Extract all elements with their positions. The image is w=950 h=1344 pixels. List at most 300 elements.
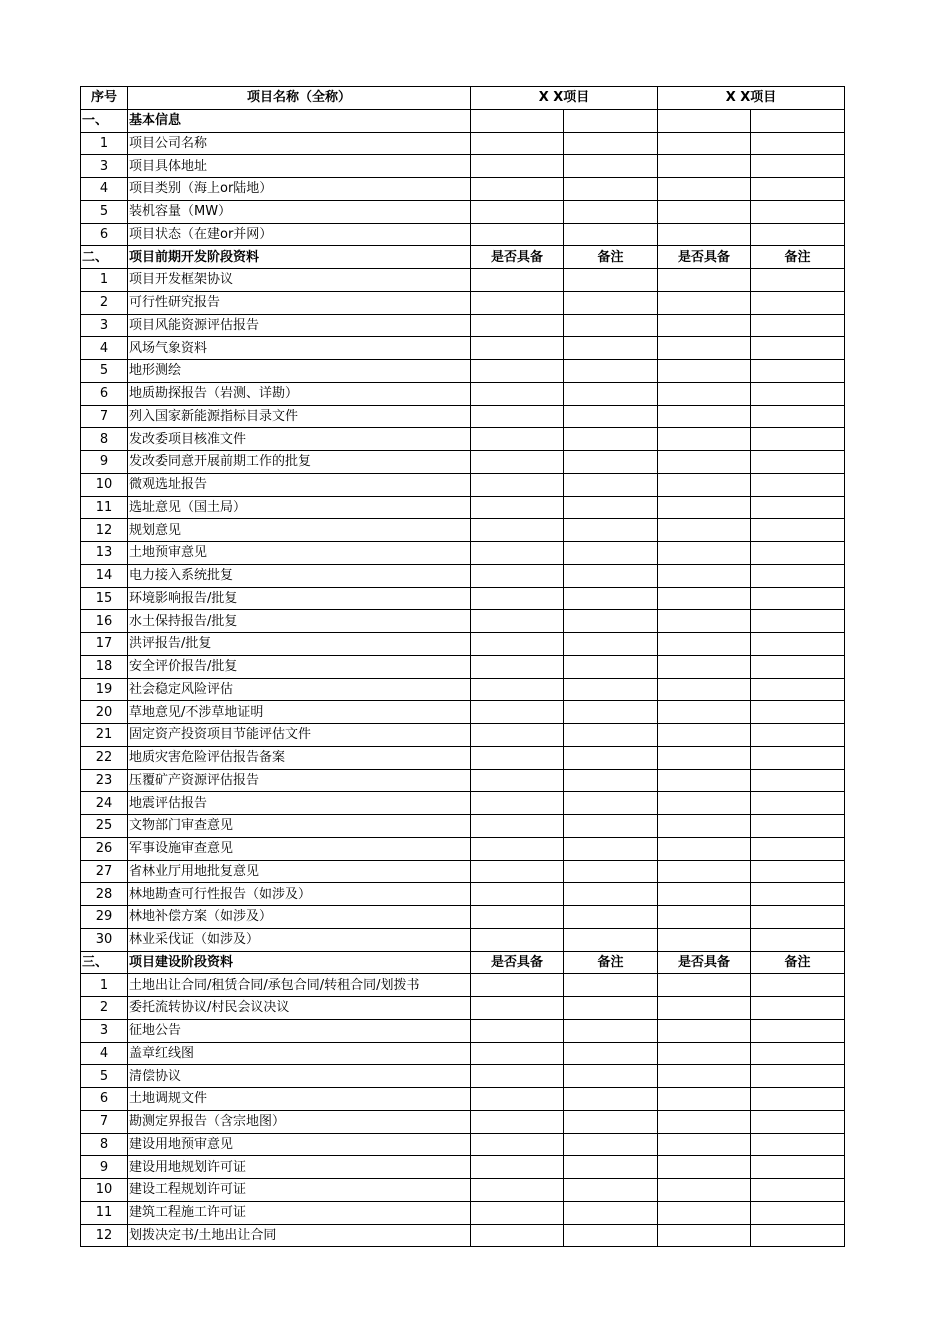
table-row — [81, 428, 845, 451]
cell[interactable] — [658, 382, 751, 405]
cell[interactable] — [564, 1156, 658, 1179]
section-construction — [81, 951, 845, 1247]
cell[interactable] — [658, 837, 751, 860]
cell[interactable] — [471, 269, 564, 292]
cell[interactable] — [564, 1201, 658, 1224]
cell[interactable] — [658, 496, 751, 519]
cell[interactable] — [658, 1042, 751, 1065]
item-number: 17 — [81, 633, 128, 656]
cell[interactable] — [564, 360, 658, 383]
cell[interactable] — [471, 178, 564, 201]
item-name: 建设工程规划许可证 — [128, 1179, 471, 1202]
cell[interactable] — [751, 1133, 845, 1156]
cell[interactable] — [471, 997, 564, 1020]
cell[interactable] — [658, 519, 751, 542]
cell[interactable] — [751, 178, 845, 201]
cell[interactable] — [564, 542, 658, 565]
item-number: 20 — [81, 701, 128, 724]
cell[interactable] — [564, 633, 658, 656]
table-row — [81, 837, 845, 860]
cell[interactable] — [471, 155, 564, 178]
cell[interactable] — [564, 405, 658, 428]
cell[interactable] — [751, 655, 845, 678]
cell[interactable] — [751, 837, 845, 860]
cell[interactable] — [751, 542, 845, 565]
cell[interactable] — [564, 1133, 658, 1156]
cell[interactable] — [564, 655, 658, 678]
table-row — [81, 883, 845, 906]
cell[interactable] — [471, 701, 564, 724]
cell[interactable] — [471, 132, 564, 155]
section-header-basic — [81, 109, 845, 132]
cell[interactable] — [471, 906, 564, 929]
table-row — [81, 633, 845, 656]
item-name: 规划意见 — [128, 519, 471, 542]
item-number: 23 — [81, 769, 128, 792]
cell[interactable] — [471, 360, 564, 383]
cell[interactable] — [751, 701, 845, 724]
item-number: 7 — [81, 405, 128, 428]
cell[interactable] — [564, 724, 658, 747]
cell[interactable] — [658, 974, 751, 997]
cell[interactable] — [658, 451, 751, 474]
cell[interactable] — [564, 428, 658, 451]
table-row — [81, 974, 845, 997]
cell[interactable] — [751, 815, 845, 838]
cell[interactable] — [658, 678, 751, 701]
cell[interactable] — [564, 610, 658, 633]
cell[interactable] — [471, 883, 564, 906]
item-name: 建设用地预审意见 — [128, 1133, 471, 1156]
item-number: 9 — [81, 1156, 128, 1179]
cell[interactable] — [658, 360, 751, 383]
cell[interactable] — [751, 1019, 845, 1042]
cell[interactable] — [564, 1110, 658, 1133]
cell[interactable] — [564, 815, 658, 838]
item-number: 3 — [81, 314, 128, 337]
cell[interactable] — [564, 906, 658, 929]
cell[interactable] — [751, 1110, 845, 1133]
cell[interactable] — [751, 269, 845, 292]
cell[interactable] — [658, 1088, 751, 1111]
header-row — [81, 87, 845, 110]
cell[interactable] — [751, 200, 845, 223]
cell[interactable] — [471, 1179, 564, 1202]
item-name: 水土保持报告/批复 — [128, 610, 471, 633]
cell[interactable] — [658, 428, 751, 451]
cell[interactable] — [751, 473, 845, 496]
table-row — [81, 269, 845, 292]
cell[interactable] — [471, 564, 564, 587]
cell[interactable] — [751, 519, 845, 542]
cell[interactable] — [471, 769, 564, 792]
table-row — [81, 610, 845, 633]
cell[interactable] — [564, 883, 658, 906]
cell[interactable] — [751, 974, 845, 997]
cell[interactable] — [471, 928, 564, 951]
cell[interactable] — [658, 1156, 751, 1179]
table-row — [81, 997, 845, 1020]
table-row — [81, 792, 845, 815]
item-number: 6 — [81, 223, 128, 246]
cell[interactable] — [471, 451, 564, 474]
item-number: 11 — [81, 1201, 128, 1224]
header-project-b: X X项目 — [658, 87, 845, 110]
cell[interactable] — [471, 610, 564, 633]
item-number: 29 — [81, 906, 128, 929]
cell[interactable] — [658, 1224, 751, 1247]
cell[interactable] — [564, 1065, 658, 1088]
cell[interactable] — [471, 1201, 564, 1224]
table-row — [81, 1065, 845, 1088]
item-number: 11 — [81, 496, 128, 519]
cell[interactable] — [564, 473, 658, 496]
cell[interactable] — [751, 1179, 845, 1202]
item-name: 草地意见/不涉草地证明 — [128, 701, 471, 724]
cell[interactable] — [564, 1224, 658, 1247]
cell[interactable] — [751, 633, 845, 656]
cell[interactable] — [471, 724, 564, 747]
col-note-a: 备注 — [564, 246, 658, 269]
cell[interactable] — [658, 269, 751, 292]
cell[interactable] — [658, 200, 751, 223]
cell[interactable] — [564, 200, 658, 223]
table-row — [81, 678, 845, 701]
cell[interactable] — [471, 837, 564, 860]
table-row — [81, 155, 845, 178]
item-name: 划拨决定书/土地出让合同 — [128, 1224, 471, 1247]
cell[interactable] — [751, 223, 845, 246]
cell[interactable] — [471, 1042, 564, 1065]
cell[interactable] — [658, 746, 751, 769]
item-name: 微观选址报告 — [128, 473, 471, 496]
cell[interactable] — [751, 792, 845, 815]
cell[interactable] — [564, 269, 658, 292]
cell[interactable] — [564, 291, 658, 314]
cell[interactable] — [564, 1019, 658, 1042]
item-number: 24 — [81, 792, 128, 815]
item-number: 4 — [81, 178, 128, 201]
header-seq: 序号 — [81, 87, 128, 110]
cell[interactable] — [564, 587, 658, 610]
cell[interactable] — [564, 496, 658, 519]
table-row — [81, 451, 845, 474]
section-title: 项目前期开发阶段资料 — [128, 246, 471, 269]
table-row — [81, 815, 845, 838]
cell[interactable] — [564, 132, 658, 155]
cell[interactable] — [751, 155, 845, 178]
item-number: 2 — [81, 997, 128, 1020]
cell[interactable] — [751, 769, 845, 792]
cell[interactable] — [751, 587, 845, 610]
item-number: 10 — [81, 1179, 128, 1202]
table-row — [81, 178, 845, 201]
cell[interactable] — [471, 587, 564, 610]
cell[interactable] — [658, 1019, 751, 1042]
cell[interactable] — [751, 1042, 845, 1065]
cell[interactable] — [564, 337, 658, 360]
cell[interactable] — [658, 109, 751, 132]
col-has-a: 是否具备 — [471, 246, 564, 269]
section-title: 基本信息 — [128, 109, 471, 132]
item-name: 文物部门审查意见 — [128, 815, 471, 838]
table-row — [81, 587, 845, 610]
table-row — [81, 928, 845, 951]
cell[interactable] — [471, 428, 564, 451]
cell[interactable] — [471, 1156, 564, 1179]
cell[interactable] — [471, 200, 564, 223]
section-pre-development — [81, 246, 845, 951]
item-name: 土地预审意见 — [128, 542, 471, 565]
cell[interactable] — [751, 860, 845, 883]
cell[interactable] — [751, 883, 845, 906]
col-has-a: 是否具备 — [471, 951, 564, 974]
cell[interactable] — [564, 1179, 658, 1202]
cell[interactable] — [564, 1088, 658, 1111]
item-number: 6 — [81, 1088, 128, 1111]
cell[interactable] — [658, 906, 751, 929]
cell[interactable] — [751, 405, 845, 428]
table-row — [81, 1133, 845, 1156]
cell[interactable] — [751, 724, 845, 747]
item-name: 项目风能资源评估报告 — [128, 314, 471, 337]
cell[interactable] — [564, 223, 658, 246]
table-row — [81, 496, 845, 519]
cell[interactable] — [751, 382, 845, 405]
table-row — [81, 337, 845, 360]
cell[interactable] — [751, 610, 845, 633]
item-name: 选址意见（国土局） — [128, 496, 471, 519]
cell[interactable] — [564, 928, 658, 951]
cell[interactable] — [471, 519, 564, 542]
cell[interactable] — [751, 997, 845, 1020]
cell[interactable] — [471, 1088, 564, 1111]
cell[interactable] — [658, 792, 751, 815]
cell[interactable] — [751, 496, 845, 519]
cell[interactable] — [564, 746, 658, 769]
cell[interactable] — [751, 291, 845, 314]
cell[interactable] — [658, 633, 751, 656]
cell[interactable] — [471, 496, 564, 519]
item-number: 5 — [81, 200, 128, 223]
item-number: 1 — [81, 974, 128, 997]
cell[interactable] — [564, 451, 658, 474]
section-number: 三、 — [81, 951, 128, 974]
cell[interactable] — [471, 792, 564, 815]
item-number: 13 — [81, 542, 128, 565]
cell[interactable] — [751, 1156, 845, 1179]
cell[interactable] — [471, 1224, 564, 1247]
item-number: 4 — [81, 1042, 128, 1065]
cell[interactable] — [471, 860, 564, 883]
section-basic — [81, 109, 845, 246]
item-number: 26 — [81, 837, 128, 860]
cell[interactable] — [564, 974, 658, 997]
cell[interactable] — [751, 132, 845, 155]
cell[interactable] — [658, 724, 751, 747]
cell[interactable] — [658, 883, 751, 906]
cell[interactable] — [564, 155, 658, 178]
cell[interactable] — [564, 564, 658, 587]
cell[interactable] — [658, 405, 751, 428]
table-row — [81, 1088, 845, 1111]
cell[interactable] — [658, 610, 751, 633]
cell[interactable] — [751, 360, 845, 383]
cell[interactable] — [471, 1133, 564, 1156]
table-row — [81, 746, 845, 769]
cell[interactable] — [564, 109, 658, 132]
item-name: 项目开发框架协议 — [128, 269, 471, 292]
table-row — [81, 1224, 845, 1247]
cell[interactable] — [658, 542, 751, 565]
item-number: 3 — [81, 155, 128, 178]
cell[interactable] — [751, 428, 845, 451]
cell[interactable] — [658, 1201, 751, 1224]
item-number: 8 — [81, 1133, 128, 1156]
item-name: 项目状态（在建or并网） — [128, 223, 471, 246]
cell[interactable] — [471, 815, 564, 838]
cell[interactable] — [658, 132, 751, 155]
item-number: 1 — [81, 269, 128, 292]
cell[interactable] — [471, 473, 564, 496]
cell[interactable] — [471, 109, 564, 132]
item-name: 洪评报告/批复 — [128, 633, 471, 656]
item-name: 地震评估报告 — [128, 792, 471, 815]
cell[interactable] — [471, 1110, 564, 1133]
item-number: 21 — [81, 724, 128, 747]
cell[interactable] — [658, 997, 751, 1020]
item-number: 7 — [81, 1110, 128, 1133]
cell[interactable] — [564, 519, 658, 542]
item-name: 风场气象资料 — [128, 337, 471, 360]
item-name: 清偿协议 — [128, 1065, 471, 1088]
cell[interactable] — [564, 792, 658, 815]
item-number: 14 — [81, 564, 128, 587]
table-row — [81, 200, 845, 223]
item-name: 社会稳定风险评估 — [128, 678, 471, 701]
table-row — [81, 564, 845, 587]
table-row — [81, 860, 845, 883]
cell[interactable] — [471, 382, 564, 405]
cell[interactable] — [564, 837, 658, 860]
table-row — [81, 906, 845, 929]
cell[interactable] — [751, 1088, 845, 1111]
cell[interactable] — [564, 769, 658, 792]
item-number: 28 — [81, 883, 128, 906]
cell[interactable] — [658, 1133, 751, 1156]
cell[interactable] — [751, 746, 845, 769]
cell[interactable] — [751, 109, 845, 132]
table-row — [81, 519, 845, 542]
cell[interactable] — [471, 405, 564, 428]
cell[interactable] — [658, 564, 751, 587]
cell[interactable] — [471, 223, 564, 246]
cell[interactable] — [564, 178, 658, 201]
item-number: 22 — [81, 746, 128, 769]
cell[interactable] — [564, 1042, 658, 1065]
item-name: 军事设施审查意见 — [128, 837, 471, 860]
cell[interactable] — [751, 906, 845, 929]
cell[interactable] — [658, 155, 751, 178]
cell[interactable] — [658, 178, 751, 201]
cell[interactable] — [471, 655, 564, 678]
item-name: 林业采伐证（如涉及） — [128, 928, 471, 951]
col-note-b: 备注 — [751, 246, 845, 269]
cell[interactable] — [751, 337, 845, 360]
item-name: 盖章红线图 — [128, 1042, 471, 1065]
cell[interactable] — [751, 1201, 845, 1224]
cell[interactable] — [471, 746, 564, 769]
cell[interactable] — [564, 382, 658, 405]
item-number: 30 — [81, 928, 128, 951]
cell[interactable] — [751, 1065, 845, 1088]
item-name: 林地补偿方案（如涉及） — [128, 906, 471, 929]
table-row — [81, 223, 845, 246]
cell[interactable] — [564, 314, 658, 337]
cell[interactable] — [658, 473, 751, 496]
item-number: 4 — [81, 337, 128, 360]
table-row — [81, 655, 845, 678]
cell[interactable] — [751, 314, 845, 337]
cell[interactable] — [471, 678, 564, 701]
cell[interactable] — [471, 1065, 564, 1088]
item-name: 列入国家新能源指标目录文件 — [128, 405, 471, 428]
cell[interactable] — [658, 815, 751, 838]
cell[interactable] — [658, 1065, 751, 1088]
item-name: 土地调规文件 — [128, 1088, 471, 1111]
table-row — [81, 382, 845, 405]
cell[interactable] — [658, 291, 751, 314]
col-note-a: 备注 — [564, 951, 658, 974]
cell[interactable] — [471, 542, 564, 565]
item-name: 地形测绘 — [128, 360, 471, 383]
cell[interactable] — [751, 1224, 845, 1247]
cell[interactable] — [471, 291, 564, 314]
cell[interactable] — [471, 314, 564, 337]
cell[interactable] — [751, 564, 845, 587]
cell[interactable] — [564, 701, 658, 724]
cell[interactable] — [658, 769, 751, 792]
cell[interactable] — [471, 974, 564, 997]
cell[interactable] — [564, 860, 658, 883]
cell[interactable] — [751, 928, 845, 951]
section-number: 一、 — [81, 109, 128, 132]
cell[interactable] — [564, 678, 658, 701]
cell[interactable] — [471, 1019, 564, 1042]
cell[interactable] — [658, 587, 751, 610]
cell[interactable] — [658, 223, 751, 246]
item-number: 9 — [81, 451, 128, 474]
cell[interactable] — [751, 678, 845, 701]
cell[interactable] — [658, 1179, 751, 1202]
cell[interactable] — [658, 1110, 751, 1133]
item-number: 5 — [81, 360, 128, 383]
cell[interactable] — [658, 860, 751, 883]
table-row — [81, 1156, 845, 1179]
item-name: 地质灾害危险评估报告备案 — [128, 746, 471, 769]
item-name: 委托流转协议/村民会议决议 — [128, 997, 471, 1020]
cell[interactable] — [658, 314, 751, 337]
cell[interactable] — [658, 337, 751, 360]
cell[interactable] — [471, 633, 564, 656]
cell[interactable] — [751, 451, 845, 474]
cell[interactable] — [471, 337, 564, 360]
cell[interactable] — [564, 997, 658, 1020]
cell[interactable] — [658, 701, 751, 724]
item-number: 27 — [81, 860, 128, 883]
cell[interactable] — [658, 928, 751, 951]
cell[interactable] — [658, 655, 751, 678]
